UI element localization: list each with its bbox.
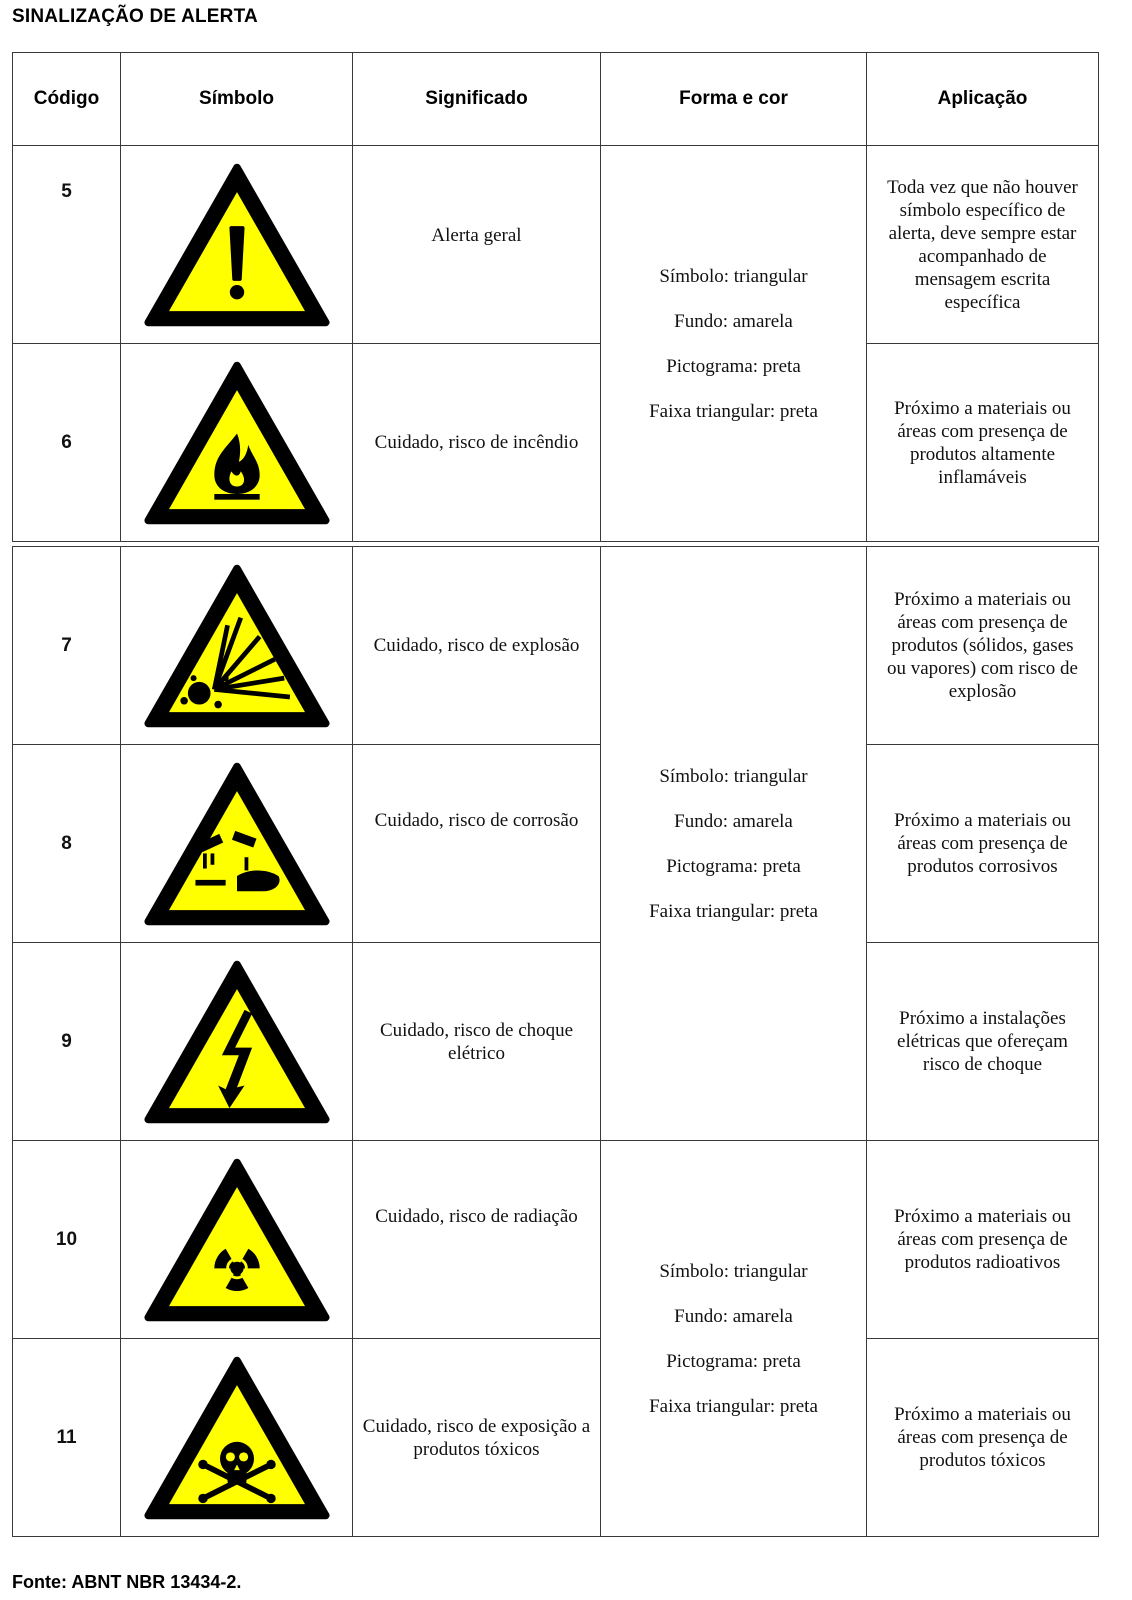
- header-row: [13, 53, 1099, 146]
- symbol-cell: [121, 943, 353, 1141]
- table-row: [13, 745, 1099, 943]
- form-line-shape: Símbolo: triangular: [659, 765, 808, 787]
- symbol-cell: [121, 1141, 353, 1339]
- row-meaning: Cuidado, risco de choque elétrico: [353, 943, 601, 1141]
- row-application: Próximo a materiais ou áreas com presença de produtos altamente inflamáveis: [867, 344, 1099, 542]
- form-color-cell: [601, 146, 867, 542]
- row-application: Próximo a materiais ou áreas com presença de produtos (sólidos, gases ou vapores) com risco de explosão: [867, 547, 1099, 745]
- header-form-color: Forma e cor: [601, 53, 867, 146]
- form-line-band: Faixa triangular: preta: [649, 900, 818, 922]
- source-note: Fonte: ABNT NBR 13434-2.: [12, 1572, 242, 1592]
- form-line-background: Fundo: amarela: [674, 810, 793, 832]
- row-meaning: Cuidado, risco de exposição a produtos tóxicos: [353, 1339, 601, 1537]
- symbol-cell: [121, 344, 353, 542]
- alert-table-2: [12, 546, 1099, 1537]
- row-application: Toda vez que não houver símbolo específico de alerta, deve sempre estar acompanhado de mensagem escrita específica: [867, 146, 1099, 344]
- table-row: [13, 1141, 1099, 1339]
- page-title: SINALIZAÇÃO DE ALERTA: [12, 6, 258, 27]
- header-application: Aplicação: [867, 53, 1099, 146]
- row-meaning: Alerta geral: [353, 146, 601, 344]
- row-meaning: Cuidado, risco de corrosão: [353, 745, 601, 943]
- form-line-pictogram: Pictograma: preta: [666, 355, 801, 377]
- form-line-band: Faixa triangular: preta: [649, 1395, 818, 1417]
- flame-icon: [142, 358, 332, 528]
- row-application: Próximo a materiais ou áreas com presença de produtos corrosivos: [867, 745, 1099, 943]
- table-row: [13, 344, 1099, 542]
- row-meaning: Cuidado, risco de explosão: [353, 547, 601, 745]
- corrosion-icon: [142, 759, 332, 929]
- table-row: [13, 146, 1099, 344]
- symbol-cell: [121, 547, 353, 745]
- table-row: [13, 547, 1099, 745]
- row-code: 10: [13, 1141, 121, 1339]
- exclamation-icon: [142, 160, 332, 330]
- header-meaning: Significado: [353, 53, 601, 146]
- row-code: 5: [13, 146, 121, 344]
- lightning-icon: [142, 957, 332, 1127]
- header-code: Código: [13, 53, 121, 146]
- row-application: Próximo a materiais ou áreas com presença de produtos tóxicos: [867, 1339, 1099, 1537]
- symbol-cell: [121, 1339, 353, 1537]
- row-application: Próximo a materiais ou áreas com presença de produtos radioativos: [867, 1141, 1099, 1339]
- row-code: 7: [13, 547, 121, 745]
- table-row: [13, 1339, 1099, 1537]
- form-line-pictogram: Pictograma: preta: [666, 855, 801, 877]
- row-code: 6: [13, 344, 121, 542]
- row-code: 9: [13, 943, 121, 1141]
- header-symbol: Símbolo: [121, 53, 353, 146]
- form-color-cell: [601, 1141, 867, 1537]
- form-line-pictogram: Pictograma: preta: [666, 1350, 801, 1372]
- row-meaning: Cuidado, risco de incêndio: [353, 344, 601, 542]
- form-line-shape: Símbolo: triangular: [659, 265, 808, 287]
- form-line-shape: Símbolo: triangular: [659, 1260, 808, 1282]
- form-color-cell: [601, 547, 867, 1141]
- row-code: 11: [13, 1339, 121, 1537]
- alert-table-1: [12, 52, 1099, 542]
- explosion-icon: [142, 561, 332, 731]
- row-application: Próximo a instalações elétricas que ofereçam risco de choque: [867, 943, 1099, 1141]
- table-row: [13, 943, 1099, 1141]
- form-line-band: Faixa triangular: preta: [649, 400, 818, 422]
- radiation-icon: [142, 1155, 332, 1325]
- skull-crossbones-icon: [142, 1353, 332, 1523]
- form-line-background: Fundo: amarela: [674, 310, 793, 332]
- row-meaning: Cuidado, risco de radiação: [353, 1141, 601, 1339]
- row-code: 8: [13, 745, 121, 943]
- symbol-cell: [121, 146, 353, 344]
- form-line-background: Fundo: amarela: [674, 1305, 793, 1327]
- symbol-cell: [121, 745, 353, 943]
